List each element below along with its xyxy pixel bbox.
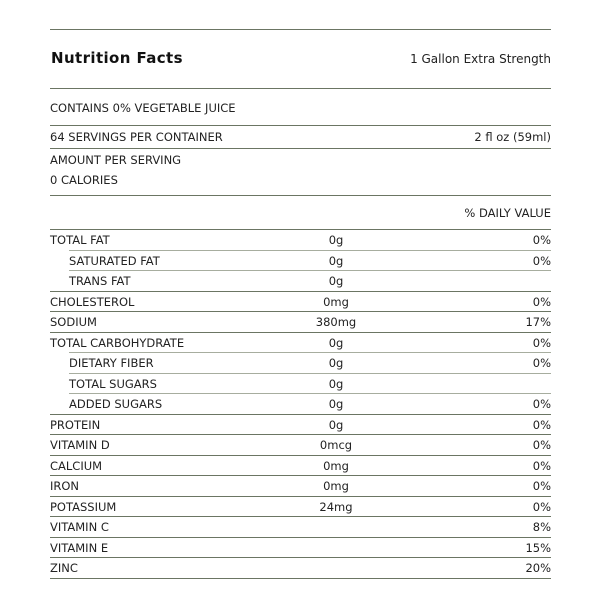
nutrient-row [50,497,551,517]
nutrient-amount: 0g [328,397,344,411]
nutrient-percent: 0% [532,233,551,247]
nutrient-name: VITAMIN E [50,540,109,555]
nutrient-percent: 0% [532,253,551,268]
nutrient-percent: 8% [532,520,551,534]
nutrient-row [50,374,551,394]
nutrient-amount: 0g [328,356,344,370]
contains-row [50,89,551,125]
nutrient-amount: 0mg [323,458,349,473]
nutrient-amount: 0mcg [319,438,353,452]
nutrient-name: SODIUM [50,315,97,329]
nutrient-row [50,312,551,332]
nutrient-name: IRON [50,479,80,493]
serving-size-text: 2 fl oz (59ml) [474,130,551,144]
nutrient-amount: 0g [328,376,344,391]
nutrient-name: ADDED SUGARS [69,397,163,411]
nutrient-percent: 17% [525,315,551,329]
servings-row [50,126,551,148]
row-divider [50,578,551,579]
nutrient-percent: 20% [525,561,551,575]
nutrient-row [50,415,551,435]
nutrient-row [50,292,551,312]
calories-text: 0 CALORIES [50,173,118,187]
nutrient-percent: 0% [532,499,551,514]
nutrient-row [50,456,551,476]
nutrient-amount: 380mg [315,315,357,329]
servings-text: 64 SERVINGS PER CONTAINER [50,130,223,144]
nutrient-row [50,538,551,558]
nutrient-percent: 15% [525,540,551,555]
nutrient-row [50,558,551,578]
nutrient-name: PROTEIN [50,417,101,432]
nutrient-percent: 0% [532,458,551,473]
nutrient-name: SATURATED FAT [69,253,160,268]
nutrient-percent: 0% [532,397,551,411]
nutrient-row [50,251,551,271]
nutrient-percent: 0% [532,438,551,452]
contains-text: CONTAINS 0% VEGETABLE JUICE [50,101,236,115]
nutrient-name: TOTAL FAT [50,233,110,247]
nutrient-name: CALCIUM [50,458,103,473]
nutrient-name: TOTAL SUGARS [69,376,157,391]
calories-row [50,171,551,195]
nutrient-amount: 0g [328,274,344,288]
nutrient-percent: 0% [532,356,551,370]
nutrient-percent: 0% [532,335,551,350]
amount-per-serving-label: AMOUNT PER SERVING [50,153,182,167]
nutrient-percent: 0% [532,294,551,309]
nutrient-name: CHOLESTEROL [50,294,135,309]
nutrient-name: DIETARY FIBER [69,356,154,370]
nutrient-amount: 0g [328,253,344,268]
nutrient-row [50,230,551,250]
nutrient-name: TOTAL CARBOHYDRATE [50,335,185,350]
nutrient-name: VITAMIN C [50,520,109,534]
nutrient-amount: 0g [328,417,344,432]
nutrient-percent: 0% [532,417,551,432]
nutrient-row [50,394,551,414]
nutrient-row [50,476,551,496]
nutrient-row [50,333,551,353]
amount-row [50,149,551,171]
nutrition-header [50,30,551,88]
nutrient-name: ZINC [50,561,78,575]
daily-value-header: % DAILY VALUE [464,206,551,220]
nutrient-name: TRANS FAT [69,274,131,288]
daily-value-row [50,196,551,229]
nutrition-facts-panel [50,29,551,579]
nutrient-percent: 0% [532,479,551,493]
nutrient-amount: 0g [328,335,344,350]
nutrient-row [50,435,551,455]
nutrient-row [50,353,551,373]
nutrient-amount: 0mg [323,294,349,309]
nutrient-amount: 0mg [323,479,349,493]
nutrient-table [50,230,551,579]
product-size-label: 1 Gallon Extra Strength [410,52,551,66]
nutrient-name: VITAMIN D [50,438,110,452]
nutrition-title: Nutrition Facts [51,49,183,67]
nutrient-name: POTASSIUM [50,499,117,514]
nutrient-amount: 0g [328,233,344,247]
nutrient-row [50,271,551,291]
nutrient-amount: 24mg [319,499,353,514]
nutrient-row [50,517,551,537]
